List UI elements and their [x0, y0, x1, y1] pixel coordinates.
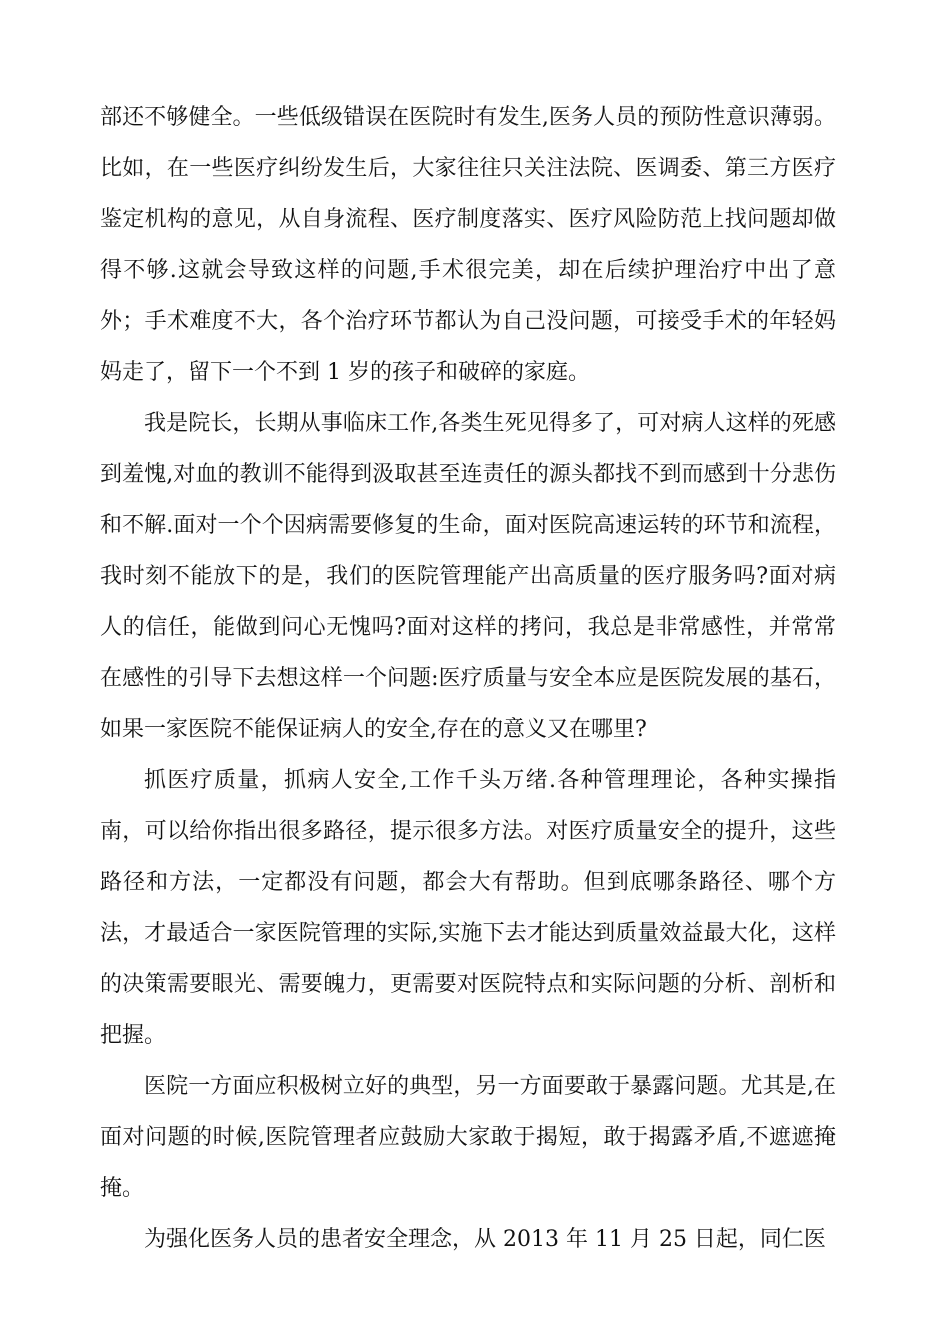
paragraph-expose-problems: 医院一方面应积极树立好的典型，另一方面要敢于暴露问题。尤其是,在面对问题的时候,医院管理者应鼓励大家敢于揭短，敢于揭露矛盾,不遮遮掩掩。	[100, 1074, 836, 1201]
paragraph-continuation: 部还不够健全。一些低级错误在医院时有发生,医务人员的预防性意识薄弱。比如，在一些医疗纠纷发生后，大家往往只关注法院、医调委、第三方医疗鉴定机构的意见，从自身流程、医疗制度落实、医疗风险防范上找问题却做得不够.这就会导致这样的问题,手术很完美，却在后续护理治疗中出了意外；手术难度不大，各个治疗环节都认为自己没问题，可接受手术的年轻妈妈走了，留下一个不到 1 岁的孩子和破碎的家庭。	[100, 105, 836, 385]
document-body	[100, 92, 836, 1265]
paragraph-president-reflection: 我是院长，长期从事临床工作,各类生死见得多了，可对病人这样的死感到羞愧,对血的教训不能得到汲取甚至连责任的源头都找不到而感到十分悲伤和不解.面对一个个因病需要修复的生命，面对医院高速运转的环节和流程，我时刻不能放下的是，我们的医院管理能产出高质量的医疗服务吗?面对病人的信任，能做到问心无愧吗?面对这样的拷问，我总是非常感性，并常常在感性的引导下去想这样一个问题:医疗质量与安全本应是医院发展的基石，如果一家医院不能保证病人的安全,存在的意义又在哪里?	[100, 411, 836, 742]
paragraph-quality-safety: 抓医疗质量，抓病人安全,工作千头万绪.各种管理理论，各种实操指南，可以给你指出很多路径，提示很多方法。对医疗质量安全的提升，这些路径和方法，一定都没有问题，都会大有帮助。但到底哪条路径、哪个方法，才最适合一家医院管理的实际,实施下去才能达到质量效益最大化，这样的决策需要眼光、需要魄力，更需要对医院特点和实际问题的分析、剖析和把握。	[100, 768, 836, 1048]
paragraph-patient-safety-start: 为强化医务人员的患者安全理念，从 2013 年 11 月 25 日起，同仁医	[144, 1227, 826, 1252]
